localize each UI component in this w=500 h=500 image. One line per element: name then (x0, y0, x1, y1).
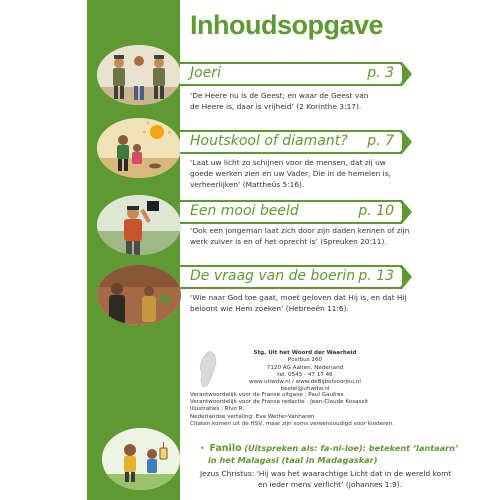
fanilo-explanation (200, 443, 500, 465)
entry-title: Joeri (190, 65, 221, 81)
fanilo-quote: Jezus Christus: ‘Hij was het waarachtige Licht dat in de wereld komt en ieder mens verlicht’ (Johannes 1:9). (200, 469, 452, 489)
fanilo-lantern-illustration (102, 428, 180, 490)
publisher-websites[interactable]: www.uhwdw.nl / www.deBijbelvoorjou.nl (249, 379, 361, 386)
entry-arrow-joeri[interactable] (180, 62, 402, 86)
man-with-book-illustration (97, 195, 181, 255)
madagascar-map-icon (196, 350, 220, 388)
entry-title: De vraag van de boerin (190, 268, 356, 284)
police-officers-illustration (97, 45, 181, 105)
entry-quote: ‘Laat uw licht zo schijnen voor de mensen, dat zij uw goede werken zien en uw Vader, Die in de hemelen is, verheerlijken’ (Mattheüs 5:16). (190, 158, 391, 190)
entry-quote: ‘De Heere nu is de Geest; en waar de Geest van de Heere is, daar is vrijheid’ (2 Korinthe 3:17). (190, 91, 369, 112)
entry-quote: ‘Ook een jongeman laat zich door zijn daden kennen of zijn werk zuiver is en of het oprecht is’ (Spreuken 20:11). (190, 226, 410, 247)
fanilo-pronunciation: (Uitspreken als: fa-ni-loe): betekent ‘lantaarn’ (244, 443, 459, 453)
credits: Verantwoordelijk voor de Franse uitgave : Paul Gaufrès Verantwoordelijk voor de Franse redactie : Jean-Claude Kosassit Illustraties : Rivo R. Nederlandse vertaling: Eva Wetter-Vanharen Citaten komen uit de HSV, maar zijn soms vereenvoudigd voor kinderen. (190, 392, 395, 427)
publisher-email[interactable]: bestel@uhwdw.nl (280, 386, 330, 393)
entry-arrow-houtskool[interactable] (180, 130, 402, 154)
fanilo-name: Fanilo (209, 443, 242, 454)
entry-title: Een mooi beeld (190, 203, 299, 219)
entry-page-number: p. 7 (367, 133, 394, 149)
entry-arrow-een-mooi-beeld[interactable] (180, 200, 402, 224)
entry-page-number: p. 3 (367, 65, 394, 81)
entry-page-number: p. 13 (358, 268, 394, 284)
fanilo-language-line: in het Malagasi (taal in Madagaskar) (208, 454, 378, 465)
entry-arrow-de-vraag-van-de-boerin[interactable] (180, 265, 402, 289)
entry-title: Houtskool of diamant? (190, 133, 348, 149)
publisher-name: Stg. Uit het Woord der Waarheid (253, 350, 357, 356)
children-playing-illustration (97, 118, 181, 178)
farmer-woman-illustration (97, 265, 181, 325)
entry-quote: ‘Wie naar God toe gaat, moet geloven dat Hij is, en dat Hij beloont wie Hem zoeken’ (Hebreeën 11:6). (190, 293, 407, 314)
publisher-info: Stg. Uit het Woord der Waarheid Postbus 260 7120 AG Aalten, Nederland tel. 0543 - 47 17 46 www.uhwdw.nl / www.deBijbelvoorjou.nl bestel@uhwdw.nl (225, 350, 385, 394)
page-title: Inhoudsopgave (190, 10, 384, 40)
entry-page-number: p. 10 (358, 203, 394, 219)
bullet: • (200, 443, 205, 453)
